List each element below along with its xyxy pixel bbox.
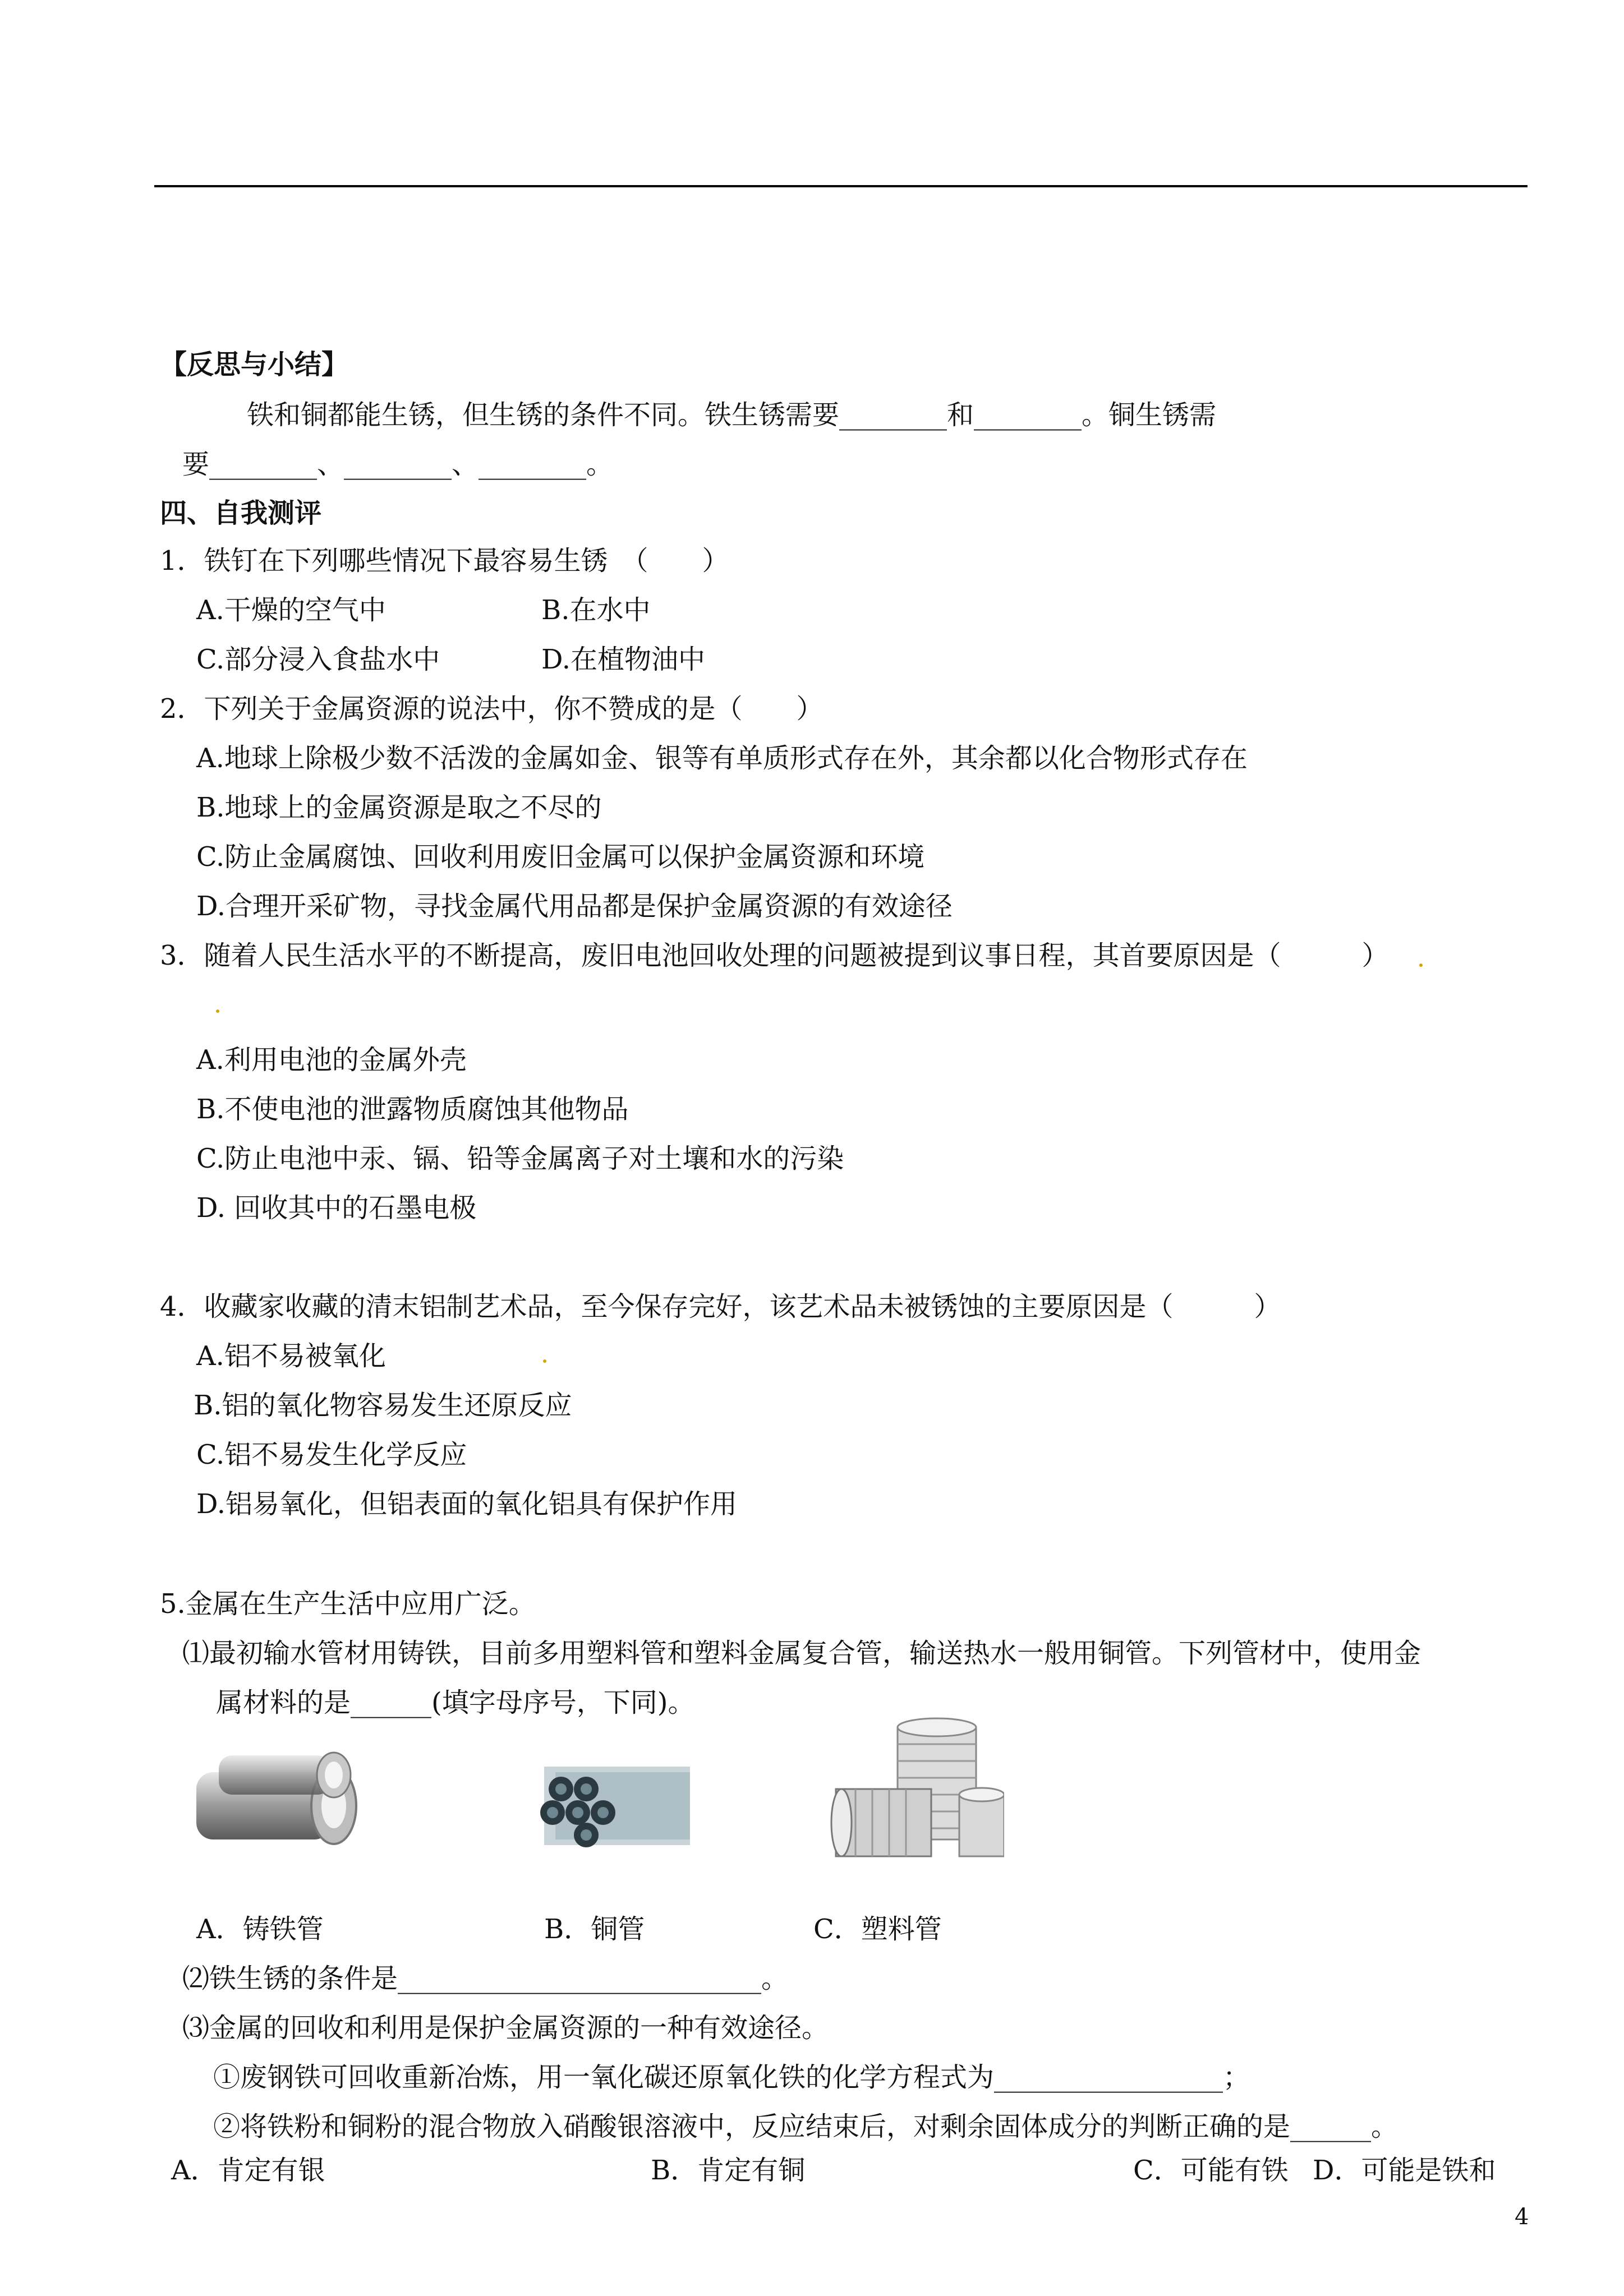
q5-part3: ⑶金属的回收和利用是保护金属资源的一种有效途径。 xyxy=(182,2012,829,2044)
q2-option-b: B.地球上的金属资源是取之不尽的 xyxy=(196,792,602,823)
q3-option-c: C.防止电池中汞、镉、铅等金属离子对土壤和水的污染 xyxy=(196,1143,844,1174)
image-label-b: B．铜管 xyxy=(544,1914,645,1945)
q5-option-b: B．肯定有铜 xyxy=(651,2155,806,2186)
q1-option-b: B.在水中 xyxy=(541,594,651,626)
q3-stem: 3．随着人民生活水平的不断提高，废旧电池回收处理的问题被提到议事日程，其首要原因是（ ） xyxy=(160,940,1389,971)
reflection-line-2: 要________、________、________。 xyxy=(182,449,614,480)
q5-option-c: C．可能有铁 xyxy=(1133,2155,1289,2186)
q3-option-d: D. 回收其中的石墨电极 xyxy=(196,1192,477,1224)
q3-option-b: B.不使电池的泄露物质腐蚀其他物品 xyxy=(196,1094,629,1125)
q2-stem: 2．下列关于金属资源的说法中，你不赞成的是（ ） xyxy=(160,693,823,725)
stray-dot xyxy=(216,1009,219,1013)
q1-option-a: A.干燥的空气中 xyxy=(196,594,386,626)
q4-option-b: B.铝的氧化物容易发生还原反应 xyxy=(194,1390,572,1421)
image-label-c: C．塑料管 xyxy=(813,1914,942,1945)
q1-stem: 1．铁钉在下列哪些情况下最容易生锈 （ ） xyxy=(160,545,729,577)
section-title: 四、自我测评 xyxy=(160,497,322,529)
page-number: 4 xyxy=(1515,2204,1529,2230)
q2-option-a: A.地球上除极少数不活泼的金属如金、银等有单质形式存在外，其余都以化合物形式存在 xyxy=(196,743,1248,774)
stray-dot xyxy=(1419,963,1423,967)
q5-option-d: D．可能是铁和 xyxy=(1313,2155,1496,2186)
reflection-title: 【反思与小结】 xyxy=(160,349,349,380)
q5-part3-item2: ②将铁粉和铜粉的混合物放入硝酸银溶液中，反应结束后，对剩余固体成分的判断正确的是______。 xyxy=(213,2111,1398,2142)
q1-option-c: C.部分浸入食盐水中 xyxy=(196,644,440,675)
q4-stem: 4．收藏家收藏的清末铝制艺术品，至今保存完好，该艺术品未被锈蚀的主要原因是（ ） xyxy=(160,1291,1281,1322)
cast-iron-pipe-image xyxy=(185,1744,365,1856)
q4-option-d: D.铝易氧化，但铝表面的氧化铝具有保护作用 xyxy=(196,1488,738,1520)
q5-part3-item1: ①废钢铁可回收重新冶炼，用一氧化碳还原氧化铁的化学方程式为_________________； xyxy=(213,2062,1250,2093)
image-label-a: A．铸铁管 xyxy=(196,1914,324,1945)
q5-stem: 5.金属在生产生活中应用广泛。 xyxy=(160,1588,536,1620)
q2-option-c: C.防止金属腐蚀、回收利用废旧金属可以保护金属资源和环境 xyxy=(196,841,925,873)
header-rule xyxy=(154,185,1528,187)
q1-option-d: D.在植物油中 xyxy=(541,644,706,675)
stray-dot xyxy=(543,1359,546,1363)
reflection-line-1: 铁和铜都能生锈，但生锈的条件不同。铁生锈需要________和________。铜生锈需 xyxy=(247,399,1217,431)
q3-option-a: A.利用电池的金属外壳 xyxy=(196,1044,467,1076)
q5-part1-line1: ⑴最初输水管材用铸铁，目前多用塑料管和塑料金属复合管，输送热水一般用铜管。下列管材中，使用金 xyxy=(182,1638,1421,1669)
q4-option-c: C.铝不易发生化学反应 xyxy=(196,1439,467,1470)
q5-option-a: A．肯定有银 xyxy=(171,2155,325,2186)
q2-option-d: D.合理开采矿物，寻找金属代用品都是保护金属资源的有效途径 xyxy=(196,891,953,922)
q5-part2: ⑵铁生锈的条件是___________________________。 xyxy=(182,1963,789,1994)
q4-option-a: A.铝不易被氧化 xyxy=(196,1340,386,1372)
q5-part1-line2: 属材料的是______(填字母序号，下同)。 xyxy=(216,1687,695,1718)
copper-pipe-image xyxy=(522,1744,701,1856)
plastic-pipe-image xyxy=(825,1716,1004,1873)
